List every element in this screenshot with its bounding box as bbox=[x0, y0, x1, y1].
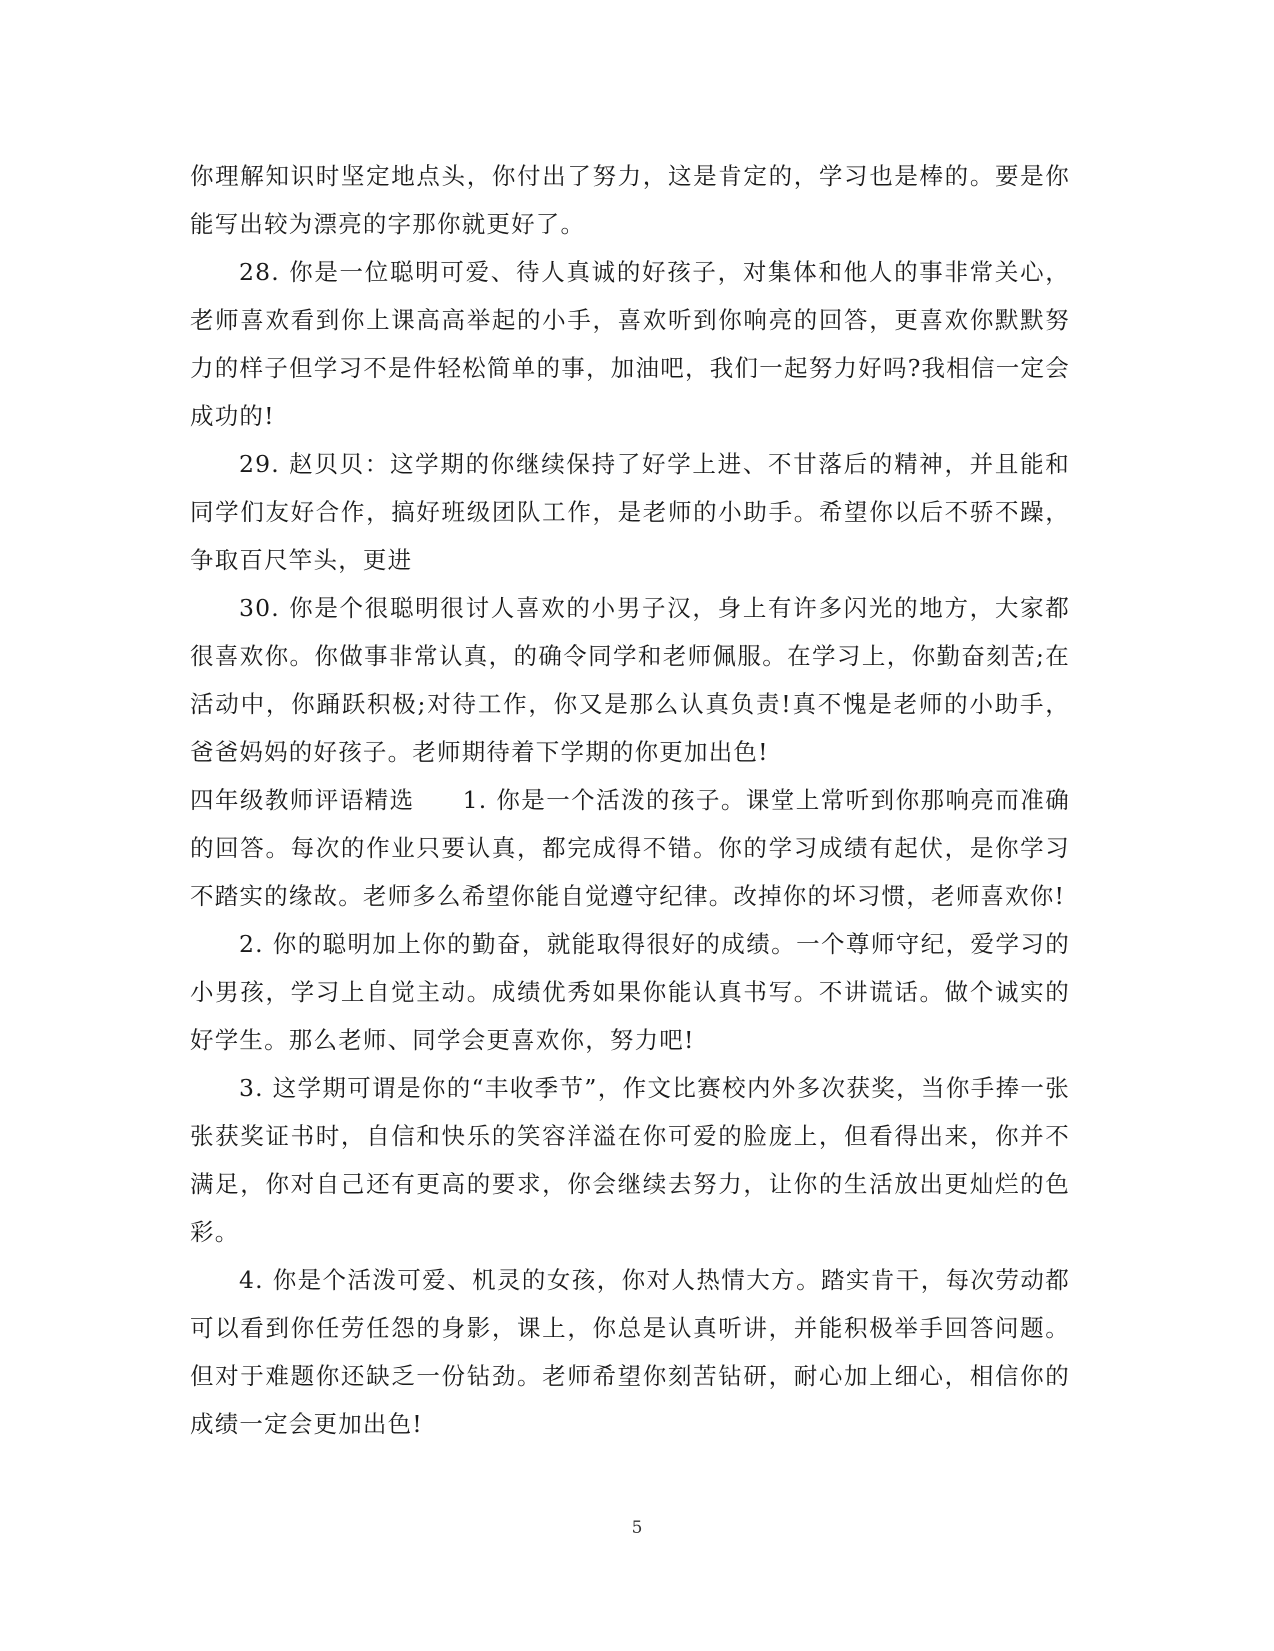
comment-item-4: 4. 你是个活泼可爱、机灵的女孩，你对人热情大方。踏实肯干，每次劳动都可以看到你任劳任怨的身影，课上，你总是认真听讲，并能积极举手回答问题。但对于难题你还缺乏一份钻劲。老师希望你刻苦钻研，耐心加上细心，相信你的成绩一定会更加出色! bbox=[190, 1266, 1070, 1438]
comment-item-28: 28. 你是一位聪明可爱、待人真诚的好孩子，对集体和他人的事非常关心，老师喜欢看到你上课高高举起的小手，喜欢听到你响亮的回答，更喜欢你默默努力的样子但学习不是件轻松简单的事，加油吧，我们一起努力好吗?我相信一定会成功的! bbox=[190, 258, 1070, 430]
comment-item-1: 1. 你是一个活泼的孩子。课堂上常听到你那响亮而准确的回答。每次的作业只要认真，都完成得不错。你的学习成绩有起伏，是你学习不踏实的缘故。老师多么希望你能自觉遵守纪律。改掉你的坏习惯，老师喜欢你! bbox=[190, 786, 1070, 910]
comment-item-30: 30. 你是个很聪明很讨人喜欢的小男子汉，身上有许多闪光的地方，大家都很喜欢你。你做事非常认真，的确令同学和老师佩服。在学习上，你勤奋刻苦;在活动中，你踊跃积极;对待工作，你又是那么认真负责!真不愧是老师的小助手，爸爸妈妈的好孩子。老师期待着下学期的你更加出色! bbox=[190, 594, 1070, 766]
section-block bbox=[190, 776, 1070, 920]
comment-item-3: 3. 这学期可谓是你的“丰收季节”，作文比赛校内外多次获奖，当你手捧一张张获奖证书时，自信和快乐的笑容洋溢在你可爱的脸庞上，但看得出来，你并不满足，你对自己还有更高的要求，你会继续去努力，让你的生活放出更灿烂的色彩。 bbox=[190, 1074, 1070, 1246]
section-heading: 四年级教师评语精选 bbox=[190, 786, 415, 814]
paragraph-continuation: 你理解知识时坚定地点头，你付出了努力，这是肯定的，学习也是棒的。要是你能写出较为漂亮的字那你就更好了。 bbox=[190, 162, 1070, 238]
document-body bbox=[190, 152, 1070, 1448]
page-number: 5 bbox=[631, 1518, 643, 1538]
comment-item-29: 29. 赵贝贝：这学期的你继续保持了好学上进、不甘落后的精神，并且能和同学们友好合作，搞好班级团队工作，是老师的小助手。希望你以后不骄不躁，争取百尺竿头，更进 bbox=[190, 450, 1070, 574]
comment-item-2: 2. 你的聪明加上你的勤奋，就能取得很好的成绩。一个尊师守纪，爱学习的小男孩，学习上自觉主动。成绩优秀如果你能认真书写。不讲谎话。做个诚实的好学生。那么老师、同学会更喜欢你，努力吧! bbox=[190, 930, 1070, 1054]
